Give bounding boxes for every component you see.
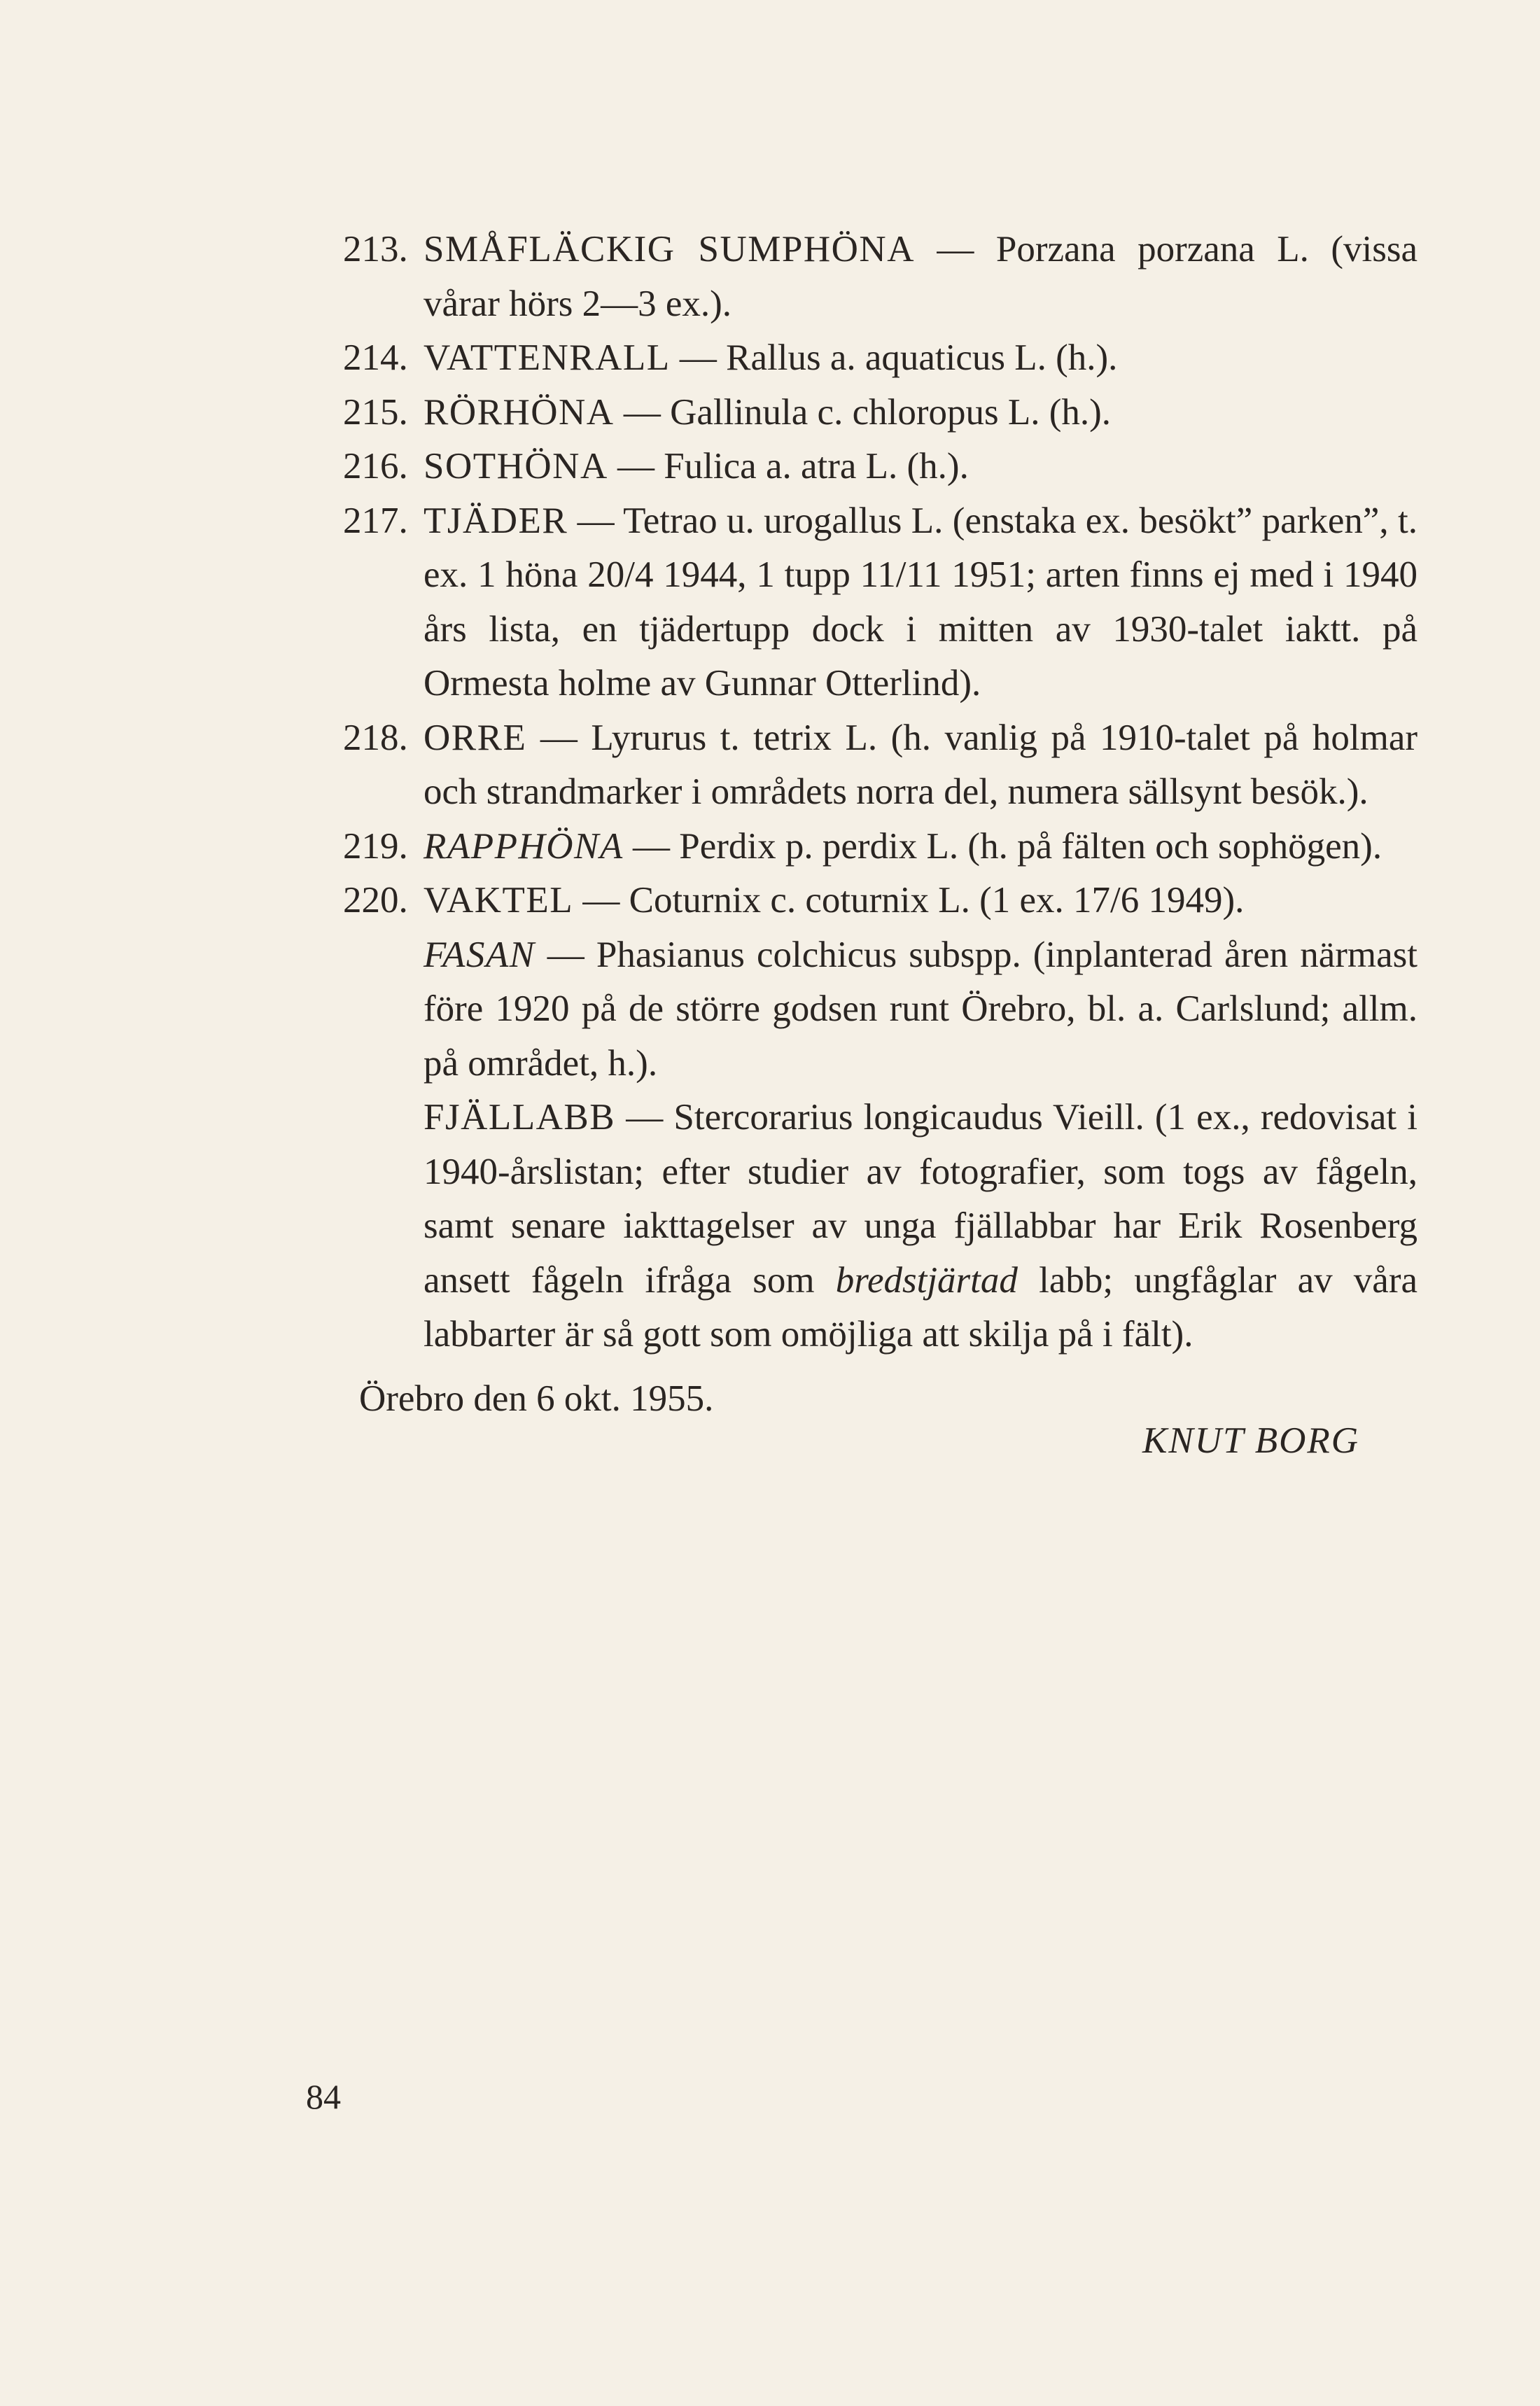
entry-text: Lyrurus t. tetrix L. (h. vanlig på 1910-talet på holmar och strandmarker i områdets norra del, numera sällsynt besök.).: [424, 717, 1418, 812]
entry-text: Tetrao u. urogallus L. (enstaka ex. besökt” parken”, t. ex. 1 höna 20/4 1944, 1 tupp 11/11 1951; arten finns ej med i 1940 års lista, en tjädertupp dock i mitten av 1930-talet iaktt. på Ormesta holme av Gunnar Otterlind).: [424, 500, 1418, 704]
entry-number: 214.: [343, 337, 408, 378]
entry-text: Fulica a. atra L. (h.).: [664, 446, 969, 487]
entry-number: 215.: [343, 391, 408, 433]
species-name: RAPPHÖNA: [424, 825, 624, 867]
species-name: TJÄDER: [424, 500, 568, 541]
list-item: [343, 223, 1418, 331]
species-name: SMÅFLÄCKIG SUMPHÖNA: [424, 229, 915, 270]
list-item: [343, 711, 1418, 820]
species-name: SOTHÖNA: [424, 446, 608, 487]
entry-text: Perdix p. perdix L. (h. på fälten och sophögen).: [679, 825, 1382, 867]
place-date: Örebro den 6 okt. 1955.: [359, 1378, 714, 1419]
species-name: FJÄLLABB: [424, 1097, 616, 1138]
list-item: [343, 820, 1418, 874]
list-item: [343, 440, 1418, 494]
list-item: [343, 874, 1418, 928]
entry-number: 218.: [343, 717, 408, 758]
author-signature: KNUT BORG: [1142, 1420, 1360, 1461]
species-name: FASAN: [424, 934, 536, 975]
entry-separator: —: [608, 446, 664, 487]
entry-separator: —: [615, 1097, 674, 1138]
entry-separator: —: [623, 825, 680, 867]
entry-text: Porzana porzana L. (vissa vårar hörs 2—3 ex.).: [424, 229, 1418, 324]
page-number: 84: [306, 2077, 341, 2116]
entry-separator: —: [535, 934, 596, 975]
entry-separator: —: [568, 500, 624, 541]
entry-number: 220.: [343, 880, 408, 921]
entry-separator: —: [526, 717, 592, 758]
species-name: VAKTEL: [424, 880, 574, 921]
list-item: [343, 331, 1418, 386]
list-item: [346, 1091, 1418, 1362]
entry-separator: —: [914, 229, 996, 270]
entry-text: Gallinula c. chloropus L. (h.).: [670, 391, 1112, 433]
entry-number: 213.: [343, 229, 408, 270]
entry-text-italic: bredstjärtad: [835, 1259, 1018, 1301]
list-item: [346, 928, 1418, 1091]
entry-number: 217.: [343, 500, 408, 541]
entry-separator: —: [614, 391, 671, 433]
entry-separator: —: [573, 880, 629, 921]
list-item: [343, 386, 1418, 440]
entry-text: Stercorarius longicaudus Vieill. (1 ex., redovisat i 1940-årslistan; efter studier av fotografier, som togs av fågeln, samt senare iakttagelser av unga fjällabbar har Erik Rosenberg ansett fågeln ifråga som: [424, 1097, 1418, 1301]
species-name: RÖRHÖNA: [424, 391, 615, 433]
species-name: ORRE: [424, 717, 527, 758]
list-item: [343, 494, 1418, 711]
entry-separator: —: [670, 337, 727, 378]
entry-number: 216.: [343, 446, 408, 487]
entry-text: Rallus a. aquaticus L. (h.).: [726, 337, 1118, 378]
species-name: VATTENRALL: [424, 337, 671, 378]
species-list: [343, 223, 1418, 1362]
entry-number: 219.: [343, 825, 408, 867]
entry-text: labb; ungfåglar av våra labbarter är så gott som omöjliga att skilja på i fält).: [424, 1259, 1418, 1355]
entry-text: Phasianus colchicus subspp. (inplanterad åren närmast före 1920 på de större godsen runt Örebro, bl. a. Carlslund; allm. på området, h.).: [424, 934, 1418, 1084]
entry-text: Coturnix c. coturnix L. (1 ex. 17/6 1949).: [629, 880, 1245, 921]
